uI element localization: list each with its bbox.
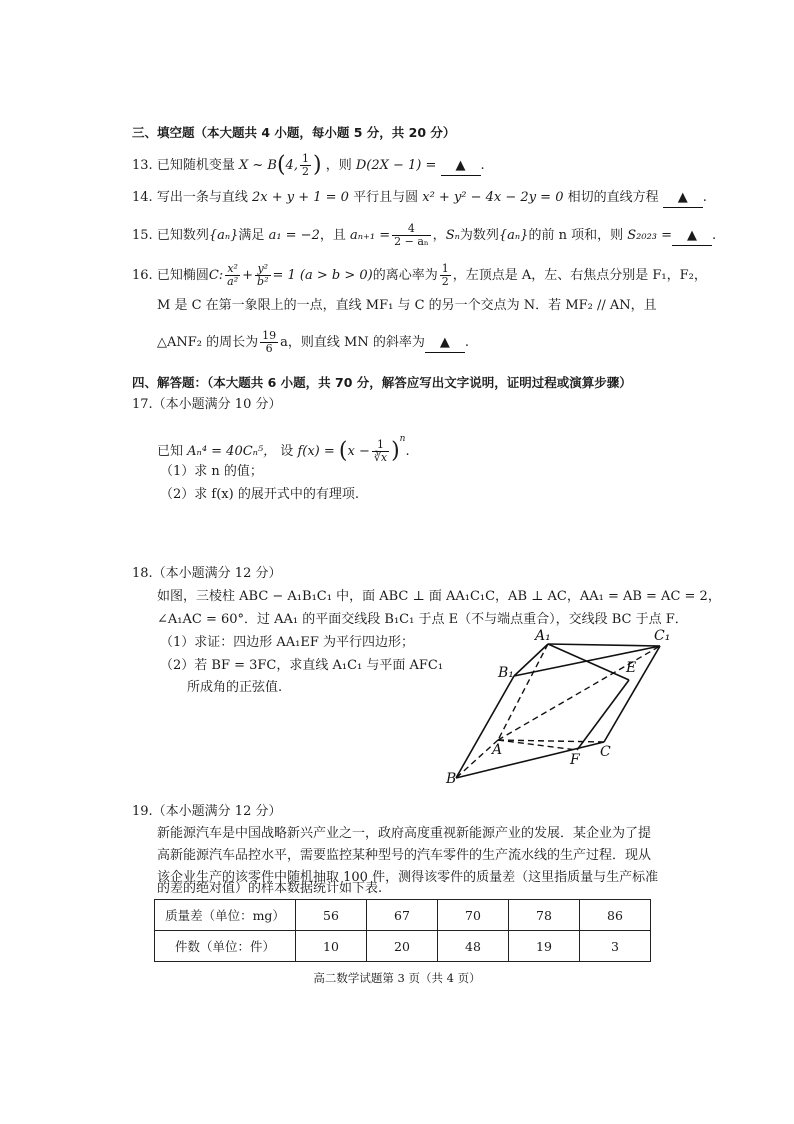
q16-ellipse-frac-1: $\frac{\text{x²}}{\text{a²}}$: [227, 262, 239, 288]
edge-b-c: [456, 742, 604, 778]
prism-figure: [440, 620, 680, 790]
question-14: [132, 189, 707, 208]
table-cell: 70: [438, 900, 509, 931]
q14-text-b: 平行且与圆: [353, 190, 419, 205]
edge-a1-b1: [514, 644, 548, 676]
edge-a1-c1: [548, 644, 660, 646]
q19-line-1: 新能源汽车是中国战略新兴产业之一，政府高度重视新能源产业的发展．某企业为了提: [157, 826, 652, 841]
q15-math-c: aₙ₊₁ =: [350, 228, 391, 243]
label-c1: C₁: [654, 628, 671, 644]
q17-given-a: 已知: [157, 444, 184, 459]
q14-text: 写出一条与直线: [156, 190, 248, 205]
q17-paren-open: (: [338, 438, 348, 464]
q15-text-d: ，: [432, 228, 446, 243]
question-16-line-3: [157, 330, 469, 355]
q17-given: [157, 430, 410, 464]
label-b1: B₁: [498, 665, 514, 681]
q17-head: 17.（本小题满分 10 分）: [132, 397, 282, 412]
q18-part-2b: 所成角的正弦值.: [187, 680, 283, 695]
q17-given-math: Aₙ⁴ = 40Cₙ⁵，: [187, 444, 277, 459]
q17-end: .: [405, 444, 410, 459]
q13-answer-blank: ▲: [441, 157, 481, 176]
q16-ellipse-rest: = 1 (a > b > 0): [272, 268, 373, 283]
q15-text-c: ，且: [319, 228, 346, 243]
q15-math-b: a₁ = −2: [268, 228, 320, 243]
q16-end: .: [464, 335, 469, 350]
q13-number: 13.: [132, 158, 153, 173]
q13-math-a: X ~ B: [238, 158, 277, 173]
q19-line-4: 的差的绝对值）的样本数据统计如下表.: [157, 881, 383, 896]
q16-ellipse-plus: +: [242, 268, 254, 283]
table-cell: 10: [296, 931, 367, 962]
q13-end: .: [480, 158, 485, 173]
table-cell: 3: [580, 931, 651, 962]
edge-e-f: [577, 680, 629, 750]
question-15: [132, 223, 716, 248]
q16-line3-a: △ANF₂ 的周长为: [157, 335, 259, 350]
q17-power: n: [399, 434, 406, 444]
q13-text-a: 已知随机变量: [156, 158, 235, 173]
q16-line1-math: C:: [208, 268, 224, 283]
q15-math-a: {aₙ}: [208, 228, 239, 243]
q19-line-3: 该企业生产的该零件中随机抽取 100 件，测得该零件的质量差（这里指质量与生产标准: [157, 870, 659, 885]
table-row: [155, 900, 651, 931]
edge-a-f-hidden: [498, 740, 577, 750]
q18-line-1: 如图，三棱柱 ABC − A₁B₁C₁ 中，面 ABC ⊥ 面 AA₁C₁C，AB ⊥ AC，AA₁ = AB = AC = 2，: [157, 589, 721, 604]
label-a: A: [492, 742, 503, 758]
q15-end: .: [712, 228, 717, 243]
table-cell: 86: [580, 900, 651, 931]
q15-number: 15.: [132, 228, 153, 243]
q15-text-f: 的前 n 项和，则: [528, 228, 624, 243]
q16-perimeter-frac: $\frac{19}{6}$: [262, 329, 277, 355]
q16-line3-b: a，则直线 MN 的斜率为: [280, 335, 425, 350]
q15-text-a: 已知数列: [156, 228, 209, 243]
q18-head: 18.（本小题满分 12 分）: [132, 566, 282, 581]
q14-end: .: [702, 190, 707, 205]
q17-given-b: 设: [280, 444, 294, 459]
q16-line1-c: ，左顶点是 A，左、右焦点分别是 F₁，F₂，: [452, 268, 707, 283]
q17-x-minus: x −: [347, 444, 370, 459]
q19-data-table: [154, 899, 651, 962]
q17-fraction: $\frac{1}{∛x}$: [373, 438, 388, 464]
table-row-header: 质量差（单位：mg）: [155, 900, 296, 931]
q14-math-a: 2x + y + 1 = 0: [251, 190, 349, 205]
q15-text-e: 为数列: [459, 228, 499, 243]
q15-math-d: Sₙ: [445, 228, 460, 243]
label-f: F: [570, 752, 580, 768]
q15-math-e: {aₙ}: [498, 228, 529, 243]
q14-math-b: x² + y² − 4x − 2y = 0: [422, 190, 564, 205]
q17-fx: f(x) =: [297, 444, 335, 459]
page-footer: 高二数学试题第 3 页（共 4 页）: [313, 971, 481, 985]
q18-part-2a: （2）若 BF = 3FC，求直线 A₁C₁ 与平面 AFC₁: [160, 658, 444, 673]
q13-param-n: 4,: [285, 158, 298, 173]
q14-text-c: 相切的直线方程: [567, 190, 659, 205]
q15-text-b: 满足: [238, 228, 265, 243]
question-16-line-1: [132, 263, 707, 288]
q16-line1-a: 已知椭圆: [156, 268, 209, 283]
q16-eccentricity: $\frac{1}{2}$: [441, 262, 449, 288]
section-4-title: 四、解答题：（本大题共 6 小题，共 70 分，解答应写出文字说明，证明过程或演算步骤）: [132, 375, 632, 390]
q19-head: 19.（本小题满分 12 分）: [132, 804, 282, 819]
q15-fraction: $\frac{4}{\text{2 − aₙ}}$: [394, 222, 429, 248]
q16-answer-blank: ▲: [425, 334, 465, 353]
label-c: C: [600, 744, 611, 760]
q14-answer-blank: ▲: [663, 189, 703, 208]
q13-fraction: $\frac{1}{2}$: [301, 152, 309, 178]
q13-text-b: ，则: [325, 158, 352, 173]
table-cell: 48: [438, 931, 509, 962]
edge-a1-e: [548, 644, 629, 680]
q16-ellipse-frac-2: $\frac{\text{y²}}{\text{b²}}$: [257, 262, 269, 288]
q16-line-2: M 是 C 在第一象限上的一点，直线 MF₁ 与 C 的另一个交点为 N．若 MF₂ // AN，且: [157, 298, 657, 313]
q17-part-1: （1）求 n 的值；: [160, 464, 263, 479]
q14-number: 14.: [132, 190, 153, 205]
table-cell: 19: [509, 931, 580, 962]
label-b: B: [446, 771, 457, 787]
q18-part-1: （1）求证：四边形 AA₁EF 为平行四边形；: [160, 635, 415, 650]
table-cell: 67: [367, 900, 438, 931]
q16-line1-b: 的离心率为: [372, 268, 438, 283]
label-e: E: [626, 660, 637, 676]
table-row: [155, 931, 651, 962]
q16-number: 16.: [132, 268, 153, 283]
q15-answer-blank: ▲: [672, 227, 712, 246]
q18-line-2: ∠A₁AC = 60°．过 AA₁ 的平面交线段 B₁C₁ 于点 E（不与端点重合），交线段 BC 于点 F．: [157, 612, 688, 627]
table-cell: 20: [367, 931, 438, 962]
q13-math-b: D(2X − 1) =: [355, 158, 437, 173]
table-cell: 56: [296, 900, 367, 931]
q17-paren-close: ): [391, 438, 400, 464]
section-3-title: 三、填空题（本大题共 4 小题，每小题 5 分，共 20 分）: [132, 125, 456, 140]
q17-part-2: （2）求 f(x) 的展开式中的有理项.: [160, 487, 359, 502]
table-cell: 78: [509, 900, 580, 931]
q15-math-f: S₂₀₂₃ =: [627, 228, 673, 243]
q19-line-2: 高新能源汽车品控水平，需要监控某种型号的汽车零件的生产流水线的生产过程．现从: [157, 848, 652, 863]
table-row-header: 件数（单位：件）: [155, 931, 296, 962]
question-13: 13. 已知随机变量 X ~ B(4, $\frac{1}{2}$ ) ，则 D(2X − 1) = ▲ .: [132, 152, 485, 178]
label-a1: A₁: [535, 628, 551, 644]
